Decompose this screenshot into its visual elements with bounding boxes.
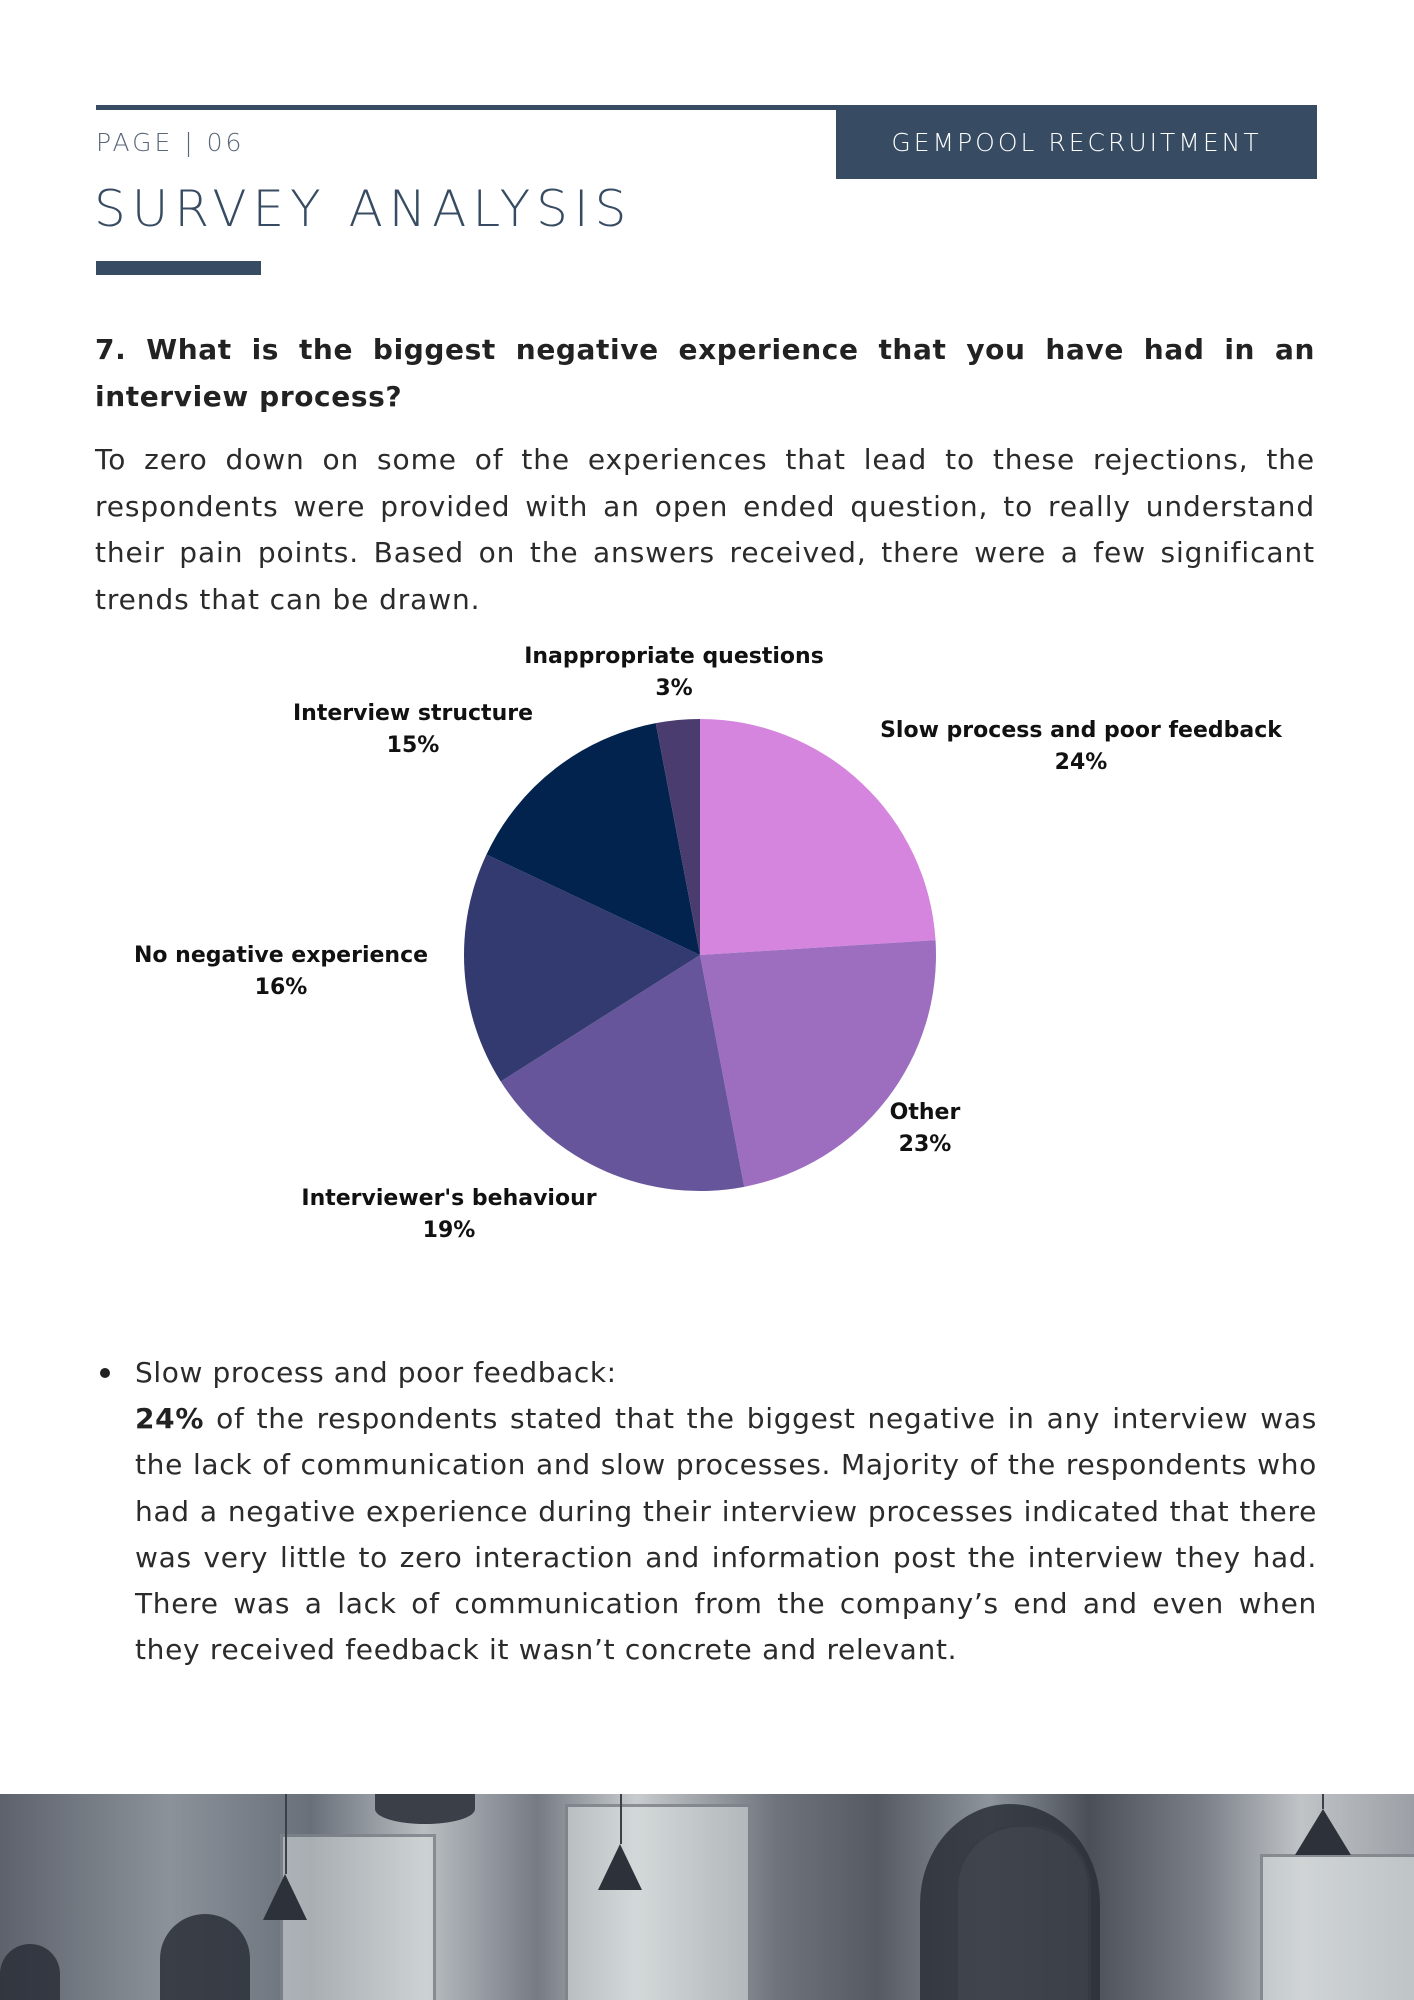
label-no-negative: No negative experience 16% [133,943,429,1000]
lamp [1295,1809,1351,1855]
lamp [263,1874,307,1920]
lamp [598,1844,642,1890]
header-top-rule [96,105,836,110]
brand-box [836,105,1317,179]
bullet-heading: Slow process and poor feedback: [135,1356,617,1389]
bullet-body [135,1396,1317,1674]
pie-chart [0,630,1414,1270]
window [1260,1854,1414,2000]
lamp-cord [1322,1794,1324,1809]
plant [160,1914,250,2000]
label-inappropriate-questions: Inappropriate questions 3% [524,644,824,701]
bullet-text: of the respondents stated that the biggest negative in any interview was the lack of communication and slow processes. Majority of the respondents who had a negative experience during their interview processes indicated that there was very little to zero interaction and information post the interview they had. There was a lack of communication from the company’s end and even when they received feedback it wasn’t concrete and relevant. [135,1402,1317,1667]
bullet-dot [100,1368,110,1378]
label-interview-structure: Interview structure 15% [292,701,534,758]
page-label: PAGE | 06 [96,128,245,157]
footer-office-photo [0,1794,1414,2000]
label-slow-process: Slow process and poor feedback 24% [880,718,1282,775]
lamp-cord [620,1794,622,1844]
page-title: SURVEY ANALYSIS [94,180,633,238]
label-interviewer-behaviour: Interviewer's behaviour 19% [301,1186,597,1243]
intro-paragraph: To zero down on some of the experiences that lead to these rejections, the respondents were provided with an open ended question, to really understand their pain points. Based on the answers received, there were a few significant trends that can be drawn. [95,443,1315,616]
plant [0,1944,60,2000]
pendant-lamp [375,1794,475,1824]
survey-question: 7. What is the biggest negative experience that you have had in an interview process? [95,333,1315,413]
brand-name: GEMPOOL RECRUITMENT [891,127,1262,157]
label-other: Other 23% [889,1100,961,1157]
lamp-cord [285,1794,287,1874]
title-underline [96,261,261,275]
bullet-highlight: 24% [135,1402,205,1435]
plant [920,1804,1100,2000]
window [565,1804,751,2000]
